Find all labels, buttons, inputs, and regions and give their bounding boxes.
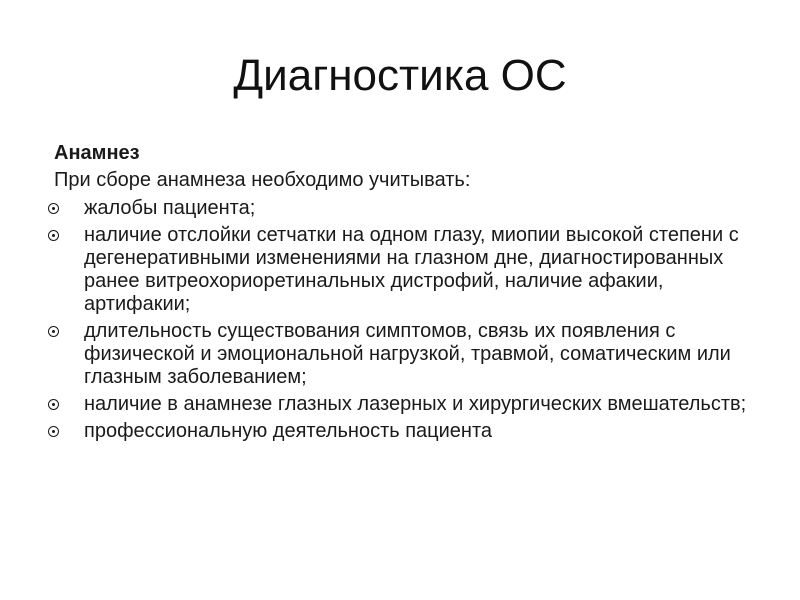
circle-dot-bullet-icon (48, 230, 59, 241)
circle-dot-bullet-icon (48, 326, 59, 337)
circle-dot-bullet-icon (48, 399, 59, 410)
circle-dot-bullet-icon (48, 203, 59, 214)
bullet-list (48, 197, 748, 443)
bullet-item (48, 224, 748, 316)
bullet-text: наличие отслойки сетчатки на одном глазу, миопии высокой степени с дегенеративными изменениями на глазном дне, диагностированных ранее витреохориоретинальных дистрофий, наличие афакии, артифакии; (84, 224, 739, 315)
bullet-text: профессиональную деятельность пациента (84, 420, 493, 442)
bullet-text: жалобы пациента; (84, 197, 256, 219)
slide-content (48, 142, 748, 447)
circle-dot-bullet-icon (48, 426, 59, 437)
bullet-item (48, 393, 748, 416)
bullet-item (48, 197, 748, 220)
section-subheading: Анамнез (54, 142, 140, 164)
slide-title: Диагностика ОС (233, 51, 567, 100)
bullet-item (48, 320, 748, 389)
bullet-text: длительность существования симптомов, связь их появления с физической и эмоциональной нагрузкой, травмой, соматическим или глазным заболеванием; (84, 320, 731, 388)
bullet-text: наличие в анамнезе глазных лазерных и хирургических вмешательств; (84, 393, 747, 415)
bullet-item (48, 420, 748, 443)
intro-text: При сборе анамнеза необходимо учитывать: (54, 169, 471, 191)
